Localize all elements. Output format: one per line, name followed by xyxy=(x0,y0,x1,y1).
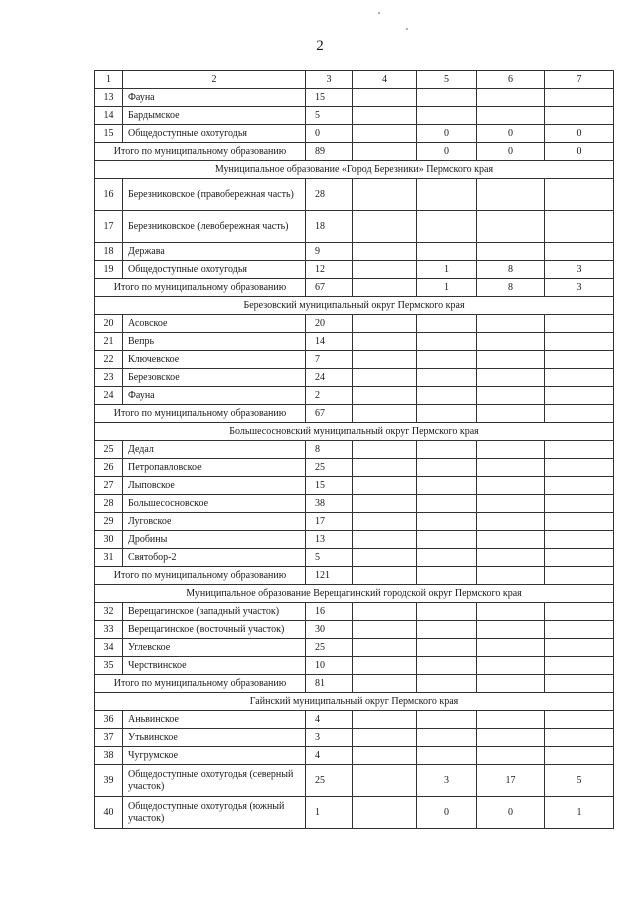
total-c7-cell xyxy=(545,567,614,585)
row-number: 21 xyxy=(95,333,123,351)
hunting-ground-name: Дедал xyxy=(123,441,306,459)
table-row xyxy=(95,603,614,621)
value-c4-cell xyxy=(353,531,417,549)
row-number: 35 xyxy=(95,657,123,675)
row-number: 33 xyxy=(95,621,123,639)
value-c3-cell: 15 xyxy=(306,89,353,107)
value-c7-cell xyxy=(545,531,614,549)
value-c3-cell: 5 xyxy=(306,549,353,567)
row-number: 15 xyxy=(95,125,123,143)
row-number: 38 xyxy=(95,747,123,765)
total-c4-cell xyxy=(353,143,417,161)
value-c4-cell xyxy=(353,549,417,567)
hunting-ground-name: Общедоступные охотугодья (южный участок) xyxy=(123,797,306,829)
value-c5-cell xyxy=(417,495,477,513)
row-number: 31 xyxy=(95,549,123,567)
value-c4-cell xyxy=(353,729,417,747)
value-c6-cell xyxy=(477,621,545,639)
total-c6-cell: 8 xyxy=(477,279,545,297)
value-c4-cell xyxy=(353,243,417,261)
value-c6-cell xyxy=(477,513,545,531)
value-c4-cell xyxy=(353,495,417,513)
value-c3-cell: 30 xyxy=(306,621,353,639)
value-c7-cell xyxy=(545,621,614,639)
value-c4-cell xyxy=(353,459,417,477)
value-c6-cell xyxy=(477,211,545,243)
value-c3-cell: 8 xyxy=(306,441,353,459)
value-c4-cell xyxy=(353,261,417,279)
total-c3-cell: 121 xyxy=(306,567,353,585)
value-c3-cell: 13 xyxy=(306,531,353,549)
value-c3-cell: 4 xyxy=(306,711,353,729)
value-c3-cell: 24 xyxy=(306,369,353,387)
row-number: 28 xyxy=(95,495,123,513)
value-c7-cell xyxy=(545,513,614,531)
value-c6-cell xyxy=(477,333,545,351)
value-c4-cell xyxy=(353,513,417,531)
value-c7-cell: 5 xyxy=(545,765,614,797)
row-number: 39 xyxy=(95,765,123,797)
header-cell: 3 xyxy=(306,71,353,89)
table-row xyxy=(95,549,614,567)
total-c4-cell xyxy=(353,279,417,297)
row-number: 36 xyxy=(95,711,123,729)
total-c6-cell xyxy=(477,405,545,423)
value-c4-cell xyxy=(353,657,417,675)
value-c6-cell xyxy=(477,107,545,125)
value-c4-cell xyxy=(353,351,417,369)
section-title: Муниципальное образование Верещагинский городской округ Пермского края xyxy=(95,585,614,603)
hunting-ground-name: Петропавловское xyxy=(123,459,306,477)
value-c4-cell xyxy=(353,125,417,143)
total-c5-cell xyxy=(417,405,477,423)
total-row xyxy=(95,675,614,693)
hunting-ground-name: Лыповское xyxy=(123,477,306,495)
hunting-grounds-table xyxy=(94,70,614,829)
table-row xyxy=(95,333,614,351)
table-row xyxy=(95,531,614,549)
row-number: 37 xyxy=(95,729,123,747)
value-c7-cell xyxy=(545,107,614,125)
section-title: Большесосновский муниципальный округ Пермского края xyxy=(95,423,614,441)
value-c6-cell xyxy=(477,459,545,477)
table-header-row xyxy=(95,71,614,89)
value-c3-cell: 25 xyxy=(306,765,353,797)
table-row xyxy=(95,211,614,243)
value-c5-cell xyxy=(417,603,477,621)
header-cell: 6 xyxy=(477,71,545,89)
scan-speck xyxy=(406,28,408,30)
value-c6-cell xyxy=(477,351,545,369)
value-c3-cell: 4 xyxy=(306,747,353,765)
row-number: 13 xyxy=(95,89,123,107)
value-c3-cell: 20 xyxy=(306,315,353,333)
hunting-ground-name: Верещагинское (западный участок) xyxy=(123,603,306,621)
value-c3-cell: 5 xyxy=(306,107,353,125)
hunting-ground-name: Березниковское (левобережная часть) xyxy=(123,211,306,243)
value-c7-cell xyxy=(545,603,614,621)
table-row xyxy=(95,495,614,513)
value-c3-cell: 25 xyxy=(306,639,353,657)
row-number: 14 xyxy=(95,107,123,125)
value-c6-cell xyxy=(477,603,545,621)
value-c5-cell xyxy=(417,387,477,405)
row-number: 30 xyxy=(95,531,123,549)
value-c6-cell xyxy=(477,747,545,765)
value-c5-cell xyxy=(417,729,477,747)
table-row xyxy=(95,621,614,639)
total-c6-cell xyxy=(477,567,545,585)
hunting-ground-name: Держава xyxy=(123,243,306,261)
hunting-ground-name: Березниковское (правобережная часть) xyxy=(123,179,306,211)
table-row xyxy=(95,315,614,333)
value-c5-cell xyxy=(417,89,477,107)
value-c4-cell xyxy=(353,639,417,657)
total-c5-cell: 0 xyxy=(417,143,477,161)
value-c6-cell xyxy=(477,441,545,459)
value-c7-cell: 3 xyxy=(545,261,614,279)
value-c6-cell xyxy=(477,315,545,333)
value-c5-cell xyxy=(417,351,477,369)
section-row xyxy=(95,585,614,603)
value-c3-cell: 38 xyxy=(306,495,353,513)
value-c6-cell xyxy=(477,243,545,261)
table-row xyxy=(95,125,614,143)
value-c5-cell xyxy=(417,531,477,549)
section-row xyxy=(95,161,614,179)
value-c7-cell: 0 xyxy=(545,125,614,143)
hunting-ground-name: Углевское xyxy=(123,639,306,657)
hunting-ground-name: Фауна xyxy=(123,89,306,107)
row-number: 25 xyxy=(95,441,123,459)
hunting-ground-name: Черствинское xyxy=(123,657,306,675)
value-c3-cell: 2 xyxy=(306,387,353,405)
hunting-ground-name: Фауна xyxy=(123,387,306,405)
value-c5-cell xyxy=(417,639,477,657)
value-c7-cell xyxy=(545,369,614,387)
value-c6-cell xyxy=(477,387,545,405)
value-c3-cell: 1 xyxy=(306,797,353,829)
value-c4-cell xyxy=(353,441,417,459)
header-cell: 7 xyxy=(545,71,614,89)
row-number: 19 xyxy=(95,261,123,279)
hunting-ground-name: Утьвинское xyxy=(123,729,306,747)
row-number: 24 xyxy=(95,387,123,405)
value-c3-cell: 25 xyxy=(306,459,353,477)
value-c4-cell xyxy=(353,369,417,387)
table-row xyxy=(95,179,614,211)
total-c7-cell: 0 xyxy=(545,143,614,161)
total-c4-cell xyxy=(353,675,417,693)
hunting-ground-name: Ключевское xyxy=(123,351,306,369)
row-number: 26 xyxy=(95,459,123,477)
value-c5-cell: 3 xyxy=(417,765,477,797)
total-c5-cell: 1 xyxy=(417,279,477,297)
header-cell: 5 xyxy=(417,71,477,89)
value-c6-cell xyxy=(477,477,545,495)
value-c6-cell xyxy=(477,89,545,107)
value-c5-cell xyxy=(417,657,477,675)
total-c3-cell: 67 xyxy=(306,405,353,423)
value-c7-cell xyxy=(545,243,614,261)
value-c5-cell: 0 xyxy=(417,125,477,143)
total-c4-cell xyxy=(353,405,417,423)
table-row xyxy=(95,513,614,531)
total-row xyxy=(95,279,614,297)
value-c4-cell xyxy=(353,179,417,211)
value-c3-cell: 3 xyxy=(306,729,353,747)
section-row xyxy=(95,297,614,315)
value-c5-cell xyxy=(417,211,477,243)
section-row xyxy=(95,423,614,441)
total-c7-cell: 3 xyxy=(545,279,614,297)
value-c5-cell xyxy=(417,107,477,125)
value-c7-cell xyxy=(545,315,614,333)
value-c4-cell xyxy=(353,387,417,405)
value-c7-cell xyxy=(545,211,614,243)
table-row xyxy=(95,459,614,477)
row-number: 18 xyxy=(95,243,123,261)
value-c7-cell xyxy=(545,387,614,405)
value-c7-cell xyxy=(545,747,614,765)
table-row xyxy=(95,441,614,459)
header-cell: 4 xyxy=(353,71,417,89)
total-label: Итого по муниципальному образованию xyxy=(95,405,306,423)
value-c6-cell xyxy=(477,657,545,675)
total-c3-cell: 89 xyxy=(306,143,353,161)
value-c5-cell xyxy=(417,747,477,765)
value-c4-cell xyxy=(353,797,417,829)
total-label: Итого по муниципальному образованию xyxy=(95,279,306,297)
total-row xyxy=(95,405,614,423)
value-c7-cell xyxy=(545,729,614,747)
value-c5-cell xyxy=(417,369,477,387)
total-c7-cell xyxy=(545,675,614,693)
table-row xyxy=(95,797,614,829)
total-c6-cell xyxy=(477,675,545,693)
section-title: Березовский муниципальный округ Пермского края xyxy=(95,297,614,315)
row-number: 40 xyxy=(95,797,123,829)
total-c5-cell xyxy=(417,567,477,585)
total-c3-cell: 67 xyxy=(306,279,353,297)
header-cell: 2 xyxy=(123,71,306,89)
table-row xyxy=(95,765,614,797)
hunting-ground-name: Бардымское xyxy=(123,107,306,125)
row-number: 29 xyxy=(95,513,123,531)
value-c3-cell: 17 xyxy=(306,513,353,531)
table-row xyxy=(95,729,614,747)
row-number: 34 xyxy=(95,639,123,657)
page-number: 2 xyxy=(316,38,324,54)
value-c7-cell xyxy=(545,657,614,675)
row-number: 17 xyxy=(95,211,123,243)
table-row xyxy=(95,89,614,107)
value-c7-cell xyxy=(545,711,614,729)
total-c6-cell: 0 xyxy=(477,143,545,161)
value-c6-cell xyxy=(477,639,545,657)
scan-speck xyxy=(378,12,380,14)
hunting-ground-name: Березовское xyxy=(123,369,306,387)
value-c5-cell xyxy=(417,333,477,351)
value-c3-cell: 9 xyxy=(306,243,353,261)
value-c7-cell xyxy=(545,441,614,459)
table-row xyxy=(95,261,614,279)
hunting-ground-name: Аньвинское xyxy=(123,711,306,729)
hunting-ground-name: Большесосновское xyxy=(123,495,306,513)
value-c3-cell: 7 xyxy=(306,351,353,369)
total-c3-cell: 81 xyxy=(306,675,353,693)
value-c6-cell xyxy=(477,549,545,567)
value-c4-cell xyxy=(353,711,417,729)
value-c3-cell: 15 xyxy=(306,477,353,495)
value-c6-cell: 8 xyxy=(477,261,545,279)
table-row xyxy=(95,639,614,657)
total-label: Итого по муниципальному образованию xyxy=(95,567,306,585)
value-c6-cell xyxy=(477,531,545,549)
value-c4-cell xyxy=(353,315,417,333)
value-c5-cell: 0 xyxy=(417,797,477,829)
value-c6-cell xyxy=(477,495,545,513)
table-row xyxy=(95,107,614,125)
value-c4-cell xyxy=(353,333,417,351)
value-c6-cell xyxy=(477,711,545,729)
value-c6-cell: 0 xyxy=(477,797,545,829)
value-c3-cell: 0 xyxy=(306,125,353,143)
hunting-ground-name: Святобор-2 xyxy=(123,549,306,567)
value-c7-cell: 1 xyxy=(545,797,614,829)
total-c7-cell xyxy=(545,405,614,423)
row-number: 32 xyxy=(95,603,123,621)
total-c5-cell xyxy=(417,675,477,693)
hunting-ground-name: Дробины xyxy=(123,531,306,549)
total-label: Итого по муниципальному образованию xyxy=(95,675,306,693)
value-c4-cell xyxy=(353,107,417,125)
total-c4-cell xyxy=(353,567,417,585)
hunting-ground-name: Верещагинское (восточный участок) xyxy=(123,621,306,639)
value-c6-cell: 0 xyxy=(477,125,545,143)
value-c3-cell: 28 xyxy=(306,179,353,211)
table-row xyxy=(95,243,614,261)
hunting-ground-name: Луговское xyxy=(123,513,306,531)
table-row xyxy=(95,711,614,729)
value-c7-cell xyxy=(545,639,614,657)
value-c7-cell xyxy=(545,549,614,567)
value-c5-cell xyxy=(417,179,477,211)
hunting-ground-name: Вепрь xyxy=(123,333,306,351)
row-number: 27 xyxy=(95,477,123,495)
value-c7-cell xyxy=(545,477,614,495)
value-c3-cell: 18 xyxy=(306,211,353,243)
total-row xyxy=(95,567,614,585)
value-c6-cell xyxy=(477,179,545,211)
value-c5-cell xyxy=(417,315,477,333)
section-row xyxy=(95,693,614,711)
row-number: 22 xyxy=(95,351,123,369)
hunting-ground-name: Общедоступные охотугодья (северный участок) xyxy=(123,765,306,797)
value-c4-cell xyxy=(353,747,417,765)
table-row xyxy=(95,477,614,495)
value-c5-cell xyxy=(417,477,477,495)
value-c7-cell xyxy=(545,459,614,477)
value-c5-cell: 1 xyxy=(417,261,477,279)
value-c7-cell xyxy=(545,89,614,107)
value-c6-cell xyxy=(477,369,545,387)
value-c3-cell: 16 xyxy=(306,603,353,621)
hunting-ground-name: Общедоступные охотугодья xyxy=(123,261,306,279)
value-c4-cell xyxy=(353,765,417,797)
table-row xyxy=(95,387,614,405)
value-c7-cell xyxy=(545,333,614,351)
row-number: 16 xyxy=(95,179,123,211)
value-c3-cell: 12 xyxy=(306,261,353,279)
value-c7-cell xyxy=(545,351,614,369)
value-c6-cell: 17 xyxy=(477,765,545,797)
value-c3-cell: 14 xyxy=(306,333,353,351)
value-c5-cell xyxy=(417,621,477,639)
table-row xyxy=(95,747,614,765)
table-row xyxy=(95,369,614,387)
value-c7-cell xyxy=(545,179,614,211)
value-c6-cell xyxy=(477,729,545,747)
section-title: Муниципальное образование «Город Березники» Пермского края xyxy=(95,161,614,179)
value-c5-cell xyxy=(417,243,477,261)
hunting-ground-name: Асовское xyxy=(123,315,306,333)
value-c5-cell xyxy=(417,459,477,477)
value-c4-cell xyxy=(353,603,417,621)
value-c5-cell xyxy=(417,711,477,729)
value-c5-cell xyxy=(417,549,477,567)
value-c4-cell xyxy=(353,211,417,243)
table-row xyxy=(95,351,614,369)
value-c5-cell xyxy=(417,513,477,531)
value-c3-cell: 10 xyxy=(306,657,353,675)
value-c4-cell xyxy=(353,477,417,495)
section-title: Гайнский муниципальный округ Пермского края xyxy=(95,693,614,711)
row-number: 20 xyxy=(95,315,123,333)
hunting-ground-name: Общедоступные охотугодья xyxy=(123,125,306,143)
value-c5-cell xyxy=(417,441,477,459)
hunting-ground-name: Чугрумское xyxy=(123,747,306,765)
value-c7-cell xyxy=(545,495,614,513)
table-row xyxy=(95,657,614,675)
total-row xyxy=(95,143,614,161)
total-label: Итого по муниципальному образованию xyxy=(95,143,306,161)
value-c4-cell xyxy=(353,89,417,107)
value-c4-cell xyxy=(353,621,417,639)
header-cell: 1 xyxy=(95,71,123,89)
row-number: 23 xyxy=(95,369,123,387)
